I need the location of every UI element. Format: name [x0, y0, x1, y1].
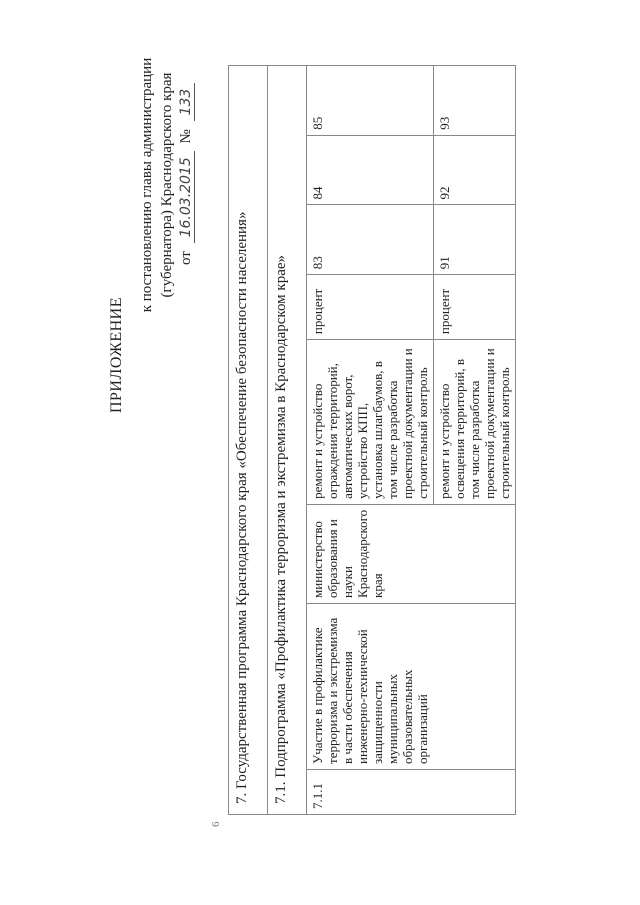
number-prefix: № — [178, 129, 194, 144]
page-number: 6 — [210, 821, 222, 827]
number-handwritten: 133 — [178, 83, 195, 122]
value-cell: 84 — [307, 135, 434, 205]
section-row — [229, 66, 268, 815]
value-cell: 92 — [434, 135, 516, 205]
value-cell: 85 — [307, 66, 434, 136]
table-row — [307, 66, 434, 815]
item-executor: министерство образования и науки Краснодарского края — [307, 504, 516, 603]
value-cell: 93 — [434, 66, 516, 136]
program-table — [228, 65, 516, 815]
work-description: ремонт и устройство ограждения территорий, автоматических ворот, устройство КПП, установка шлагбаумов, в том числе разработка проектной документации и строительный контроль — [307, 340, 434, 505]
resolution-line-2: (губернатора) Краснодарского края — [159, 72, 175, 298]
resolution-date — [178, 79, 195, 265]
subprogram-cell: 7.1. Подпрограмма «Профилактика терроризма и экстремизма в Краснодарском крае» — [268, 66, 307, 815]
unit-cell: процент — [307, 275, 434, 340]
appendix-title: ПРИЛОЖЕНИЕ — [108, 297, 125, 414]
value-cell: 91 — [434, 205, 516, 275]
unit-cell: процент — [434, 275, 516, 340]
item-code: 7.1.1 — [307, 769, 516, 814]
item-name: Участие в профилактике терроризма и экстремизма в части обеспечения инженерно-технической защищенности муниципальных образовательных организаций — [307, 603, 516, 769]
subprogram-row — [268, 66, 307, 815]
resolution-line-1: к постановлению главы администрации — [139, 57, 155, 313]
work-description: ремонт и устройство освещения территорий, в том числе разработка проектной документации и строительный контроль — [434, 340, 516, 505]
date-handwritten: 16.03.2015 — [178, 151, 195, 243]
section-cell: 7. Государственная программа Краснодарского края «Обеспечение безопасности населения» — [229, 66, 268, 815]
date-prefix: от — [178, 251, 194, 265]
value-cell: 83 — [307, 205, 434, 275]
